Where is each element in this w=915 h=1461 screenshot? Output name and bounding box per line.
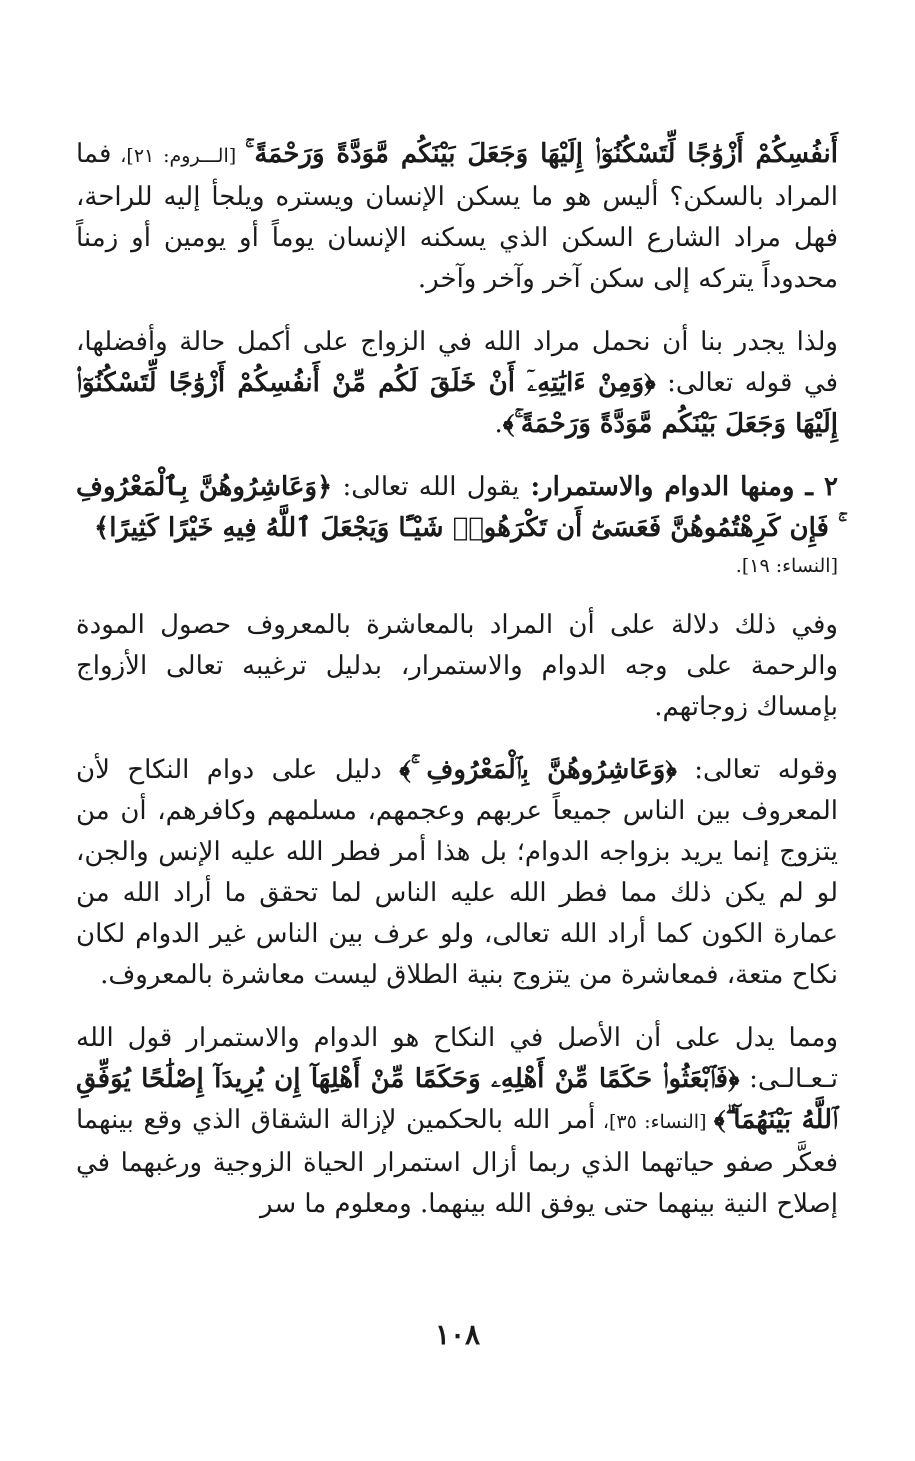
verse-reference: [الـــروم: ٢١]، xyxy=(111,145,246,167)
page-number: ١٠٨ xyxy=(434,1318,481,1351)
paragraph xyxy=(76,1018,838,1225)
paragraph xyxy=(76,322,838,445)
section-heading: ٢ ـ ومنها الدوام والاستمرار: xyxy=(519,472,838,502)
body-text: وقوله تعالى: xyxy=(676,755,838,785)
quran-verse: ﴿فَٱبْعَثُوا۟ حَكَمًا مِّنْ أَهْلِهِۦ وَحَكَمًا مِّنْ أَهْلِهَآ إِن يُرِيدَآ إِصْلَٰحًا يُوَفِّقِ ٱللَّهُ بَيْنَهُمَآ ۗ﴾ xyxy=(76,1064,838,1135)
page-body xyxy=(76,134,838,1247)
quran-verse: أَنفُسِكُمْ أَزْوَٰجًا لِّتَسْكُنُوٓا۟ إِلَيْهَا وَجَعَلَ بَيْنَكُم مَّوَدَّةً وَرَحْمَةً ۚ xyxy=(245,139,838,169)
body-text: فما المراد بالسكن؟ أليس هو ما يسكن الإنسان ويستره ويلجأ إليه للراحة، فهل مراد الشارع السكن الذي يسكنه الإنسان يوماً أو يومين أو زمناً محدوداً يتركه إلى سكن آخر وآخر وآخر. xyxy=(76,139,838,294)
quran-verse: ﴿وَمِنْ ءَايَٰتِهِۦٓ أَنْ خَلَقَ لَكُم مِّنْ أَنفُسِكُمْ أَزْوَٰجًا لِّتَسْكُنُوٓا۟ إِلَيْهَا وَجَعَلَ بَيْنَكُم مَّوَدَّةً وَرَحْمَةً ۚ﴾ xyxy=(76,368,838,439)
verse-reference: [النساء: ٣٥]، xyxy=(595,1111,714,1133)
quran-verse: ﴿وَعَاشِرُوهُنَّ بِٱلْمَعْرُوفِ ۚ فَإِن كَرِهْتُمُوهُنَّ فَعَسَىٰٓ أَن تَكْرَهُوا۟ شَيْـًٔا وَيَجْعَلَ ٱللَّهُ فِيهِ خَيْرًا كَثِيرًا﴾ xyxy=(76,472,838,543)
paragraph xyxy=(76,605,838,728)
verse-reference: [النساء: ١٩]. xyxy=(735,555,838,577)
body-text: وفي ذلك دلالة على أن المراد بالمعاشرة بالمعروف حصول المودة والرحمة على وجه الدوام والاستمرار، بدليل ترغيبه تعالى الأزواج بإمساك زوجاتهم. xyxy=(76,610,838,722)
body-text: . xyxy=(494,409,503,439)
paragraph xyxy=(76,467,838,583)
body-text: أمر الله بالحكمين لإزالة الشقاق الذي وقع بينهما فعكَّر صفو حياتهما الذي ربما أزال استمرار الحياة الزوجية ورغبهما في إصلاح النية بينهما حتى يوفق الله بينهما. ومعلوم ما سر xyxy=(76,1105,838,1219)
body-text: ولذا يجدر بنا أن نحمل مراد الله في الزواج على أكمل حالة وأفضلها، في قوله تعالى: xyxy=(76,327,839,398)
body-text: دليل على دوام النكاح لأن المعروف بين الناس جميعاً عربهم وعجمهم، مسلمهم وكافرهم، أن من يتزوج إنما يريد بزواجه الدوام؛ بل هذا أمر فطر الله عليه الإنس والجن، لو لم يكن ذلك مما فطر الله عليه الناس لما تحقق ما أراد الله من عمارة الكون كما أراد الله تعالى، ولو عرف بين الناس غير الدوام لكان نكاح متعة، فمعاشرة من يتزوج بنية الطلاق ليست معاشرة بالمعروف. xyxy=(76,755,838,990)
body-text: يقول الله تعالى: xyxy=(332,472,520,502)
paragraph xyxy=(76,750,838,996)
quran-verse: ﴿وَعَاشِرُوهُنَّ بِٱلْمَعْرُوفِ ۚ﴾ xyxy=(399,755,677,785)
body-text: ومما يدل على أن الأصل في النكاح هو الدوام والاستمرار قول الله تـعـالـى: xyxy=(76,1023,838,1094)
paragraph xyxy=(76,134,838,300)
